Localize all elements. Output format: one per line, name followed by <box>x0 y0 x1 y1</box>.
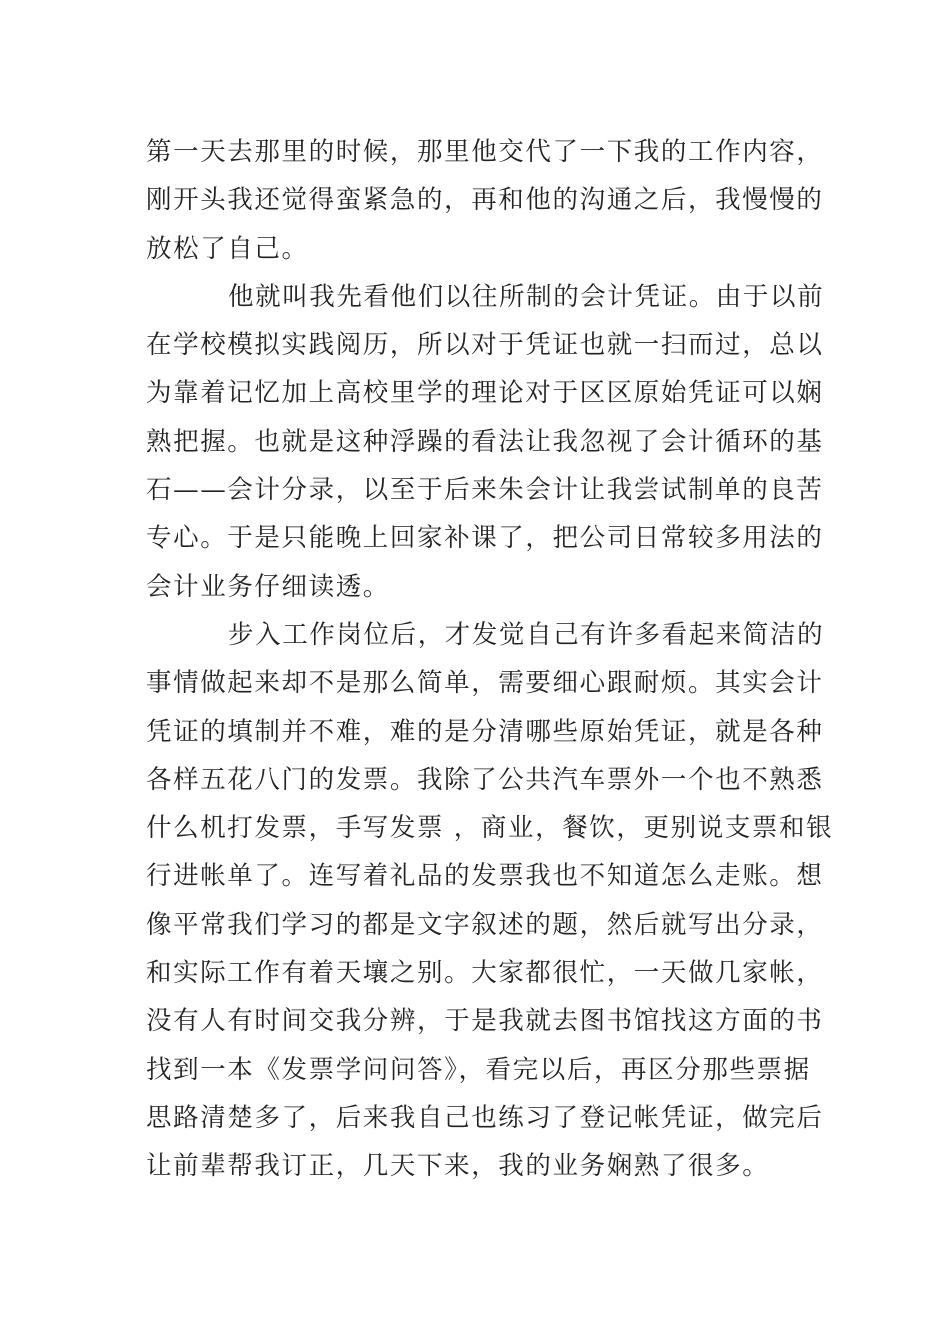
paragraph-2 <box>146 273 825 611</box>
paragraph-3 <box>146 611 834 1191</box>
text-line: 找到一本《发票学问问答》，看完以后，再区分那些票据 <box>146 1054 811 1085</box>
text-line: 凭证的填制并不难，难的是分清哪些原始凭证，就是各种 <box>146 716 824 747</box>
text-line: 石——会计分录，以至于后来朱会计让我尝试制单的良苦 <box>146 475 824 506</box>
text-line: 和实际工作有着天壤之别。大家都很忙，一天做几家帐， <box>146 958 824 989</box>
text-line: 没有人有时间交我分辨，于是我就去图书馆找这方面的书 <box>146 1006 824 1037</box>
text-line: 事情做起来却不是那么简单，需要细心跟耐烦。其实会计 <box>146 668 824 699</box>
text-line: 让前辈帮我订正，几天下来，我的业务娴熟了很多。 <box>146 1151 770 1182</box>
text-line: 步入工作岗位后，才发觉自己有许多看起来简洁的 <box>228 619 825 650</box>
text-line: 行进帐单了。连写着礼品的发票我也不知道怎么走账。想 <box>146 861 824 892</box>
document-body <box>146 128 834 1191</box>
text-line: 什么机打发票，手写发票 ，商业，餐饮，更别说支票和银 <box>146 813 834 844</box>
text-line: 熟把握。也就是这种浮躁的看法让我忽视了会计循环的基 <box>146 426 824 457</box>
text-line: 专心。于是只能晚上回家补课了，把公司日常较多用法的 <box>146 523 824 554</box>
text-line: 像平常我们学习的都是文字叙述的题，然后就写出分录， <box>146 909 824 940</box>
text-line: 会计业务仔细读透。 <box>146 571 390 602</box>
text-line: 第一天去那里的时候，那里他交代了一下我的工作内容， <box>146 137 824 167</box>
text-line: 刚开头我还觉得蛮紧急的，再和他的沟通之后，我慢慢的 <box>146 185 824 216</box>
text-line: 为靠着记忆加上高校里学的理论对于区区原始凭证可以娴 <box>146 378 824 409</box>
text-line: 各样五花八门的发票。我除了公共汽车票外一个也不熟悉 <box>146 764 824 795</box>
text-line: 放松了自己。 <box>146 233 309 264</box>
text-line: 他就叫我先看他们以往所制的会计凭证。由于以前 <box>228 281 825 312</box>
text-line: 思路清楚多了，后来我自己也练习了登记帐凭证，做完后 <box>146 1102 824 1133</box>
paragraph-1 <box>146 128 824 273</box>
text-line: 在学校模拟实践阅历，所以对于凭证也就一扫而过，总以 <box>146 330 824 361</box>
